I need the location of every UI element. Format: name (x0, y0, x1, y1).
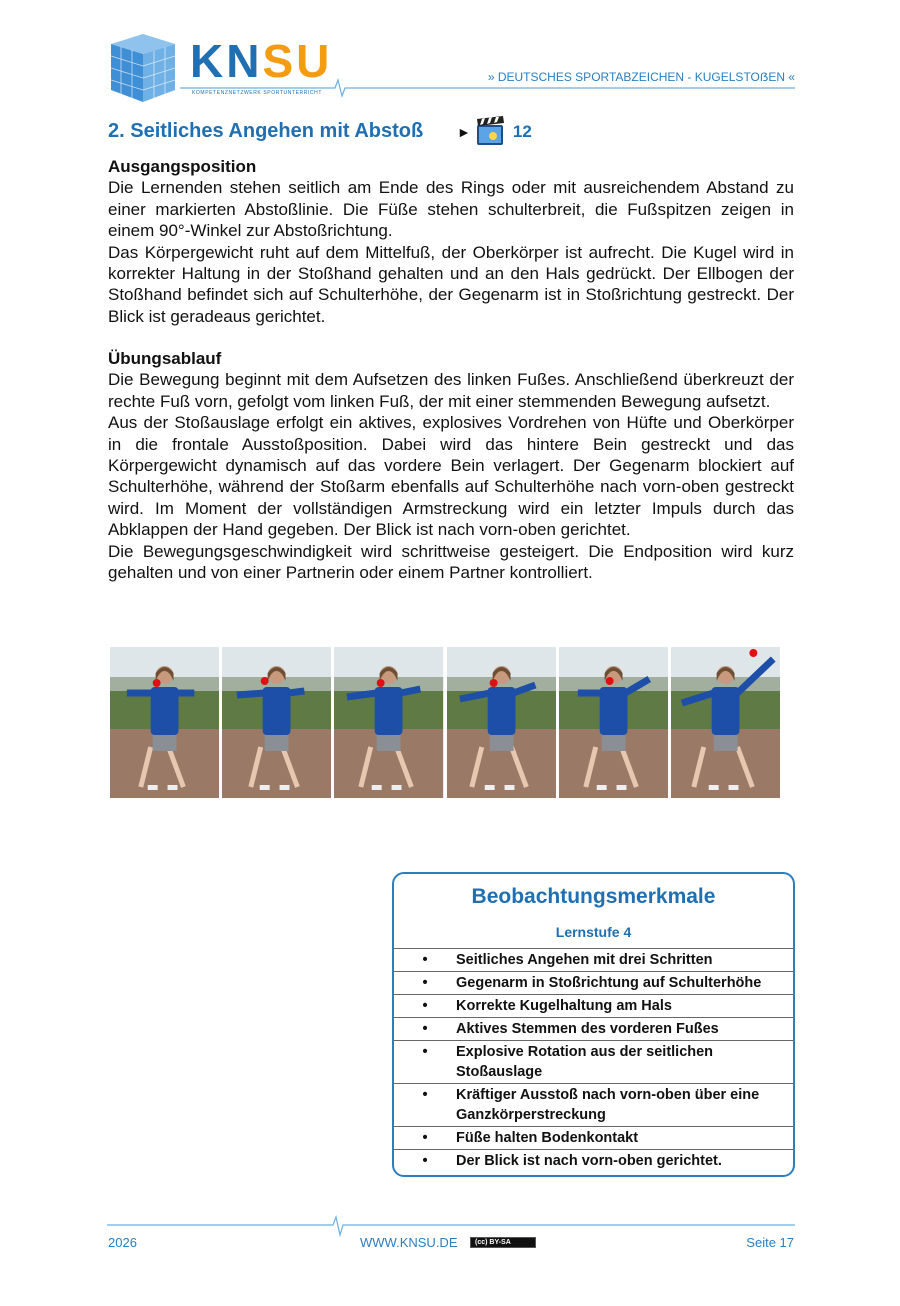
observation-item-text: Aktives Stemmen des vorderen Fußes (456, 1021, 719, 1037)
observation-item (394, 971, 793, 994)
ausgangsposition-section (108, 156, 794, 327)
video-number: 12 (512, 122, 532, 141)
photo-frame (447, 647, 556, 798)
observation-item (394, 1149, 793, 1172)
uebungsablauf-title: Übungsablauf (108, 349, 222, 368)
observation-item (394, 994, 793, 1017)
logo-subtitle: KOMPETENZNETZWERK SPORTUNTERRICHT (192, 90, 322, 96)
document-title: » DEUTSCHES SPORTABZEICHEN - KUGELSTOẞEN « (487, 70, 795, 84)
photo-frame (559, 647, 668, 798)
section-heading: 2. Seitliches Angehen mit Abstoß (108, 120, 424, 142)
observation-item-text: Seitliches Angehen mit drei Schritten (456, 952, 713, 968)
footer-website-link[interactable]: WWW.KNSU.DE (360, 1235, 458, 1250)
bullet-icon: • (422, 975, 428, 991)
ausgangsposition-title: Ausgangsposition (108, 157, 257, 176)
observation-item-text: Explosive Rotation aus der seitlichen Stoßauslage (456, 1044, 714, 1080)
knsu-logo: KNSU (190, 35, 333, 87)
footer-page-number: Seite 17 (746, 1235, 794, 1250)
observation-item (394, 1040, 793, 1083)
observation-item-text: Füße halten Bodenkontakt (456, 1130, 639, 1146)
photo-sequence (110, 647, 780, 798)
bullet-icon: • (422, 1021, 428, 1037)
ausgangsposition-paragraph: Das Körpergewicht ruht auf dem Mittelfuß, der Oberkörper ist aufrecht. Die Kugel wird in korrekter Haltung in der Stoßhand gehalten und an den Hals gedrückt. Der Ellbogen der Stoßhand befindet sich auf Schulterhöhe, der Gegenarm ist in Stoßrichtung gestreckt. Der Blick ist geradeaus gerichtet. (108, 242, 794, 326)
photo-frame (671, 647, 780, 798)
photo-frame (222, 647, 331, 798)
uebungsablauf-section (108, 348, 794, 583)
photo-frame (334, 647, 443, 798)
video-link[interactable] (457, 115, 532, 149)
observation-title: Beobachtungsmerkmale (471, 885, 716, 908)
observation-item-text: Der Blick ist nach vorn-oben gerichtet. (456, 1153, 722, 1169)
observation-item (394, 1126, 793, 1149)
bullet-icon: • (422, 952, 428, 968)
observation-item-text: Gegenarm in Stoßrichtung auf Schulterhöhe (456, 975, 762, 991)
bullet-icon: • (422, 1044, 428, 1060)
observation-item-text: Kräftiger Ausstoß nach vorn-oben über eine Ganzkörperstreckung (456, 1087, 760, 1123)
video-clapper-icon (473, 115, 507, 149)
bullet-icon: • (422, 998, 428, 1014)
ausgangsposition-paragraph: Die Lernenden stehen seitlich am Ende des Rings oder mit ausreichendem Abstand zu einer markierten Abstoßlinie. Die Füße stehen schulterbreit, die Fußspitzen zeigen in einem 90°-Winkel zur Abstoßrichtung. (108, 178, 794, 241)
bullet-icon: • (422, 1153, 428, 1169)
bullet-icon: • (422, 1087, 428, 1103)
footer-year: 2026 (108, 1235, 137, 1250)
observation-item-text: Korrekte Kugelhaltung am Hals (456, 998, 672, 1014)
observation-item (394, 1017, 793, 1040)
observation-item (394, 1083, 793, 1126)
knsu-logo-cube-icon (107, 30, 179, 104)
observation-list (394, 948, 793, 1172)
uebungsablauf-paragraph: Die Bewegung beginnt mit dem Aufsetzen des linken Fußes. Anschließend überkreuzt der rechte Fuß vorn, gefolgt vom linken Fuß, der mit einer stemmenden Bewegung aufsetzt. (108, 370, 794, 411)
observation-item (394, 948, 793, 971)
observation-box (392, 872, 795, 1177)
uebungsablauf-paragraph: Die Bewegungsgeschwindigkeit wird schrittweise gesteigert. Die Endposition wird kurz gehalten und von einer Partnerin oder einem Partner kontrolliert. (108, 541, 794, 583)
cc-license-badge: (cc) BY-SA (470, 1237, 536, 1248)
photo-frame (110, 647, 219, 798)
play-arrow-icon: ► (457, 124, 471, 140)
uebungsablauf-paragraph: Aus der Stoßauslage erfolgt ein aktives, explosives Vordrehen von Hüfte und Oberkörper in die frontale Ausstoßposition. Dabei wird das hintere Bein gestreckt und das Körpergewicht dynamisch auf das vordere Bein verlagert. Der Gegenarm blockiert auf Schulterhöhe, während der Stoßarm ebenfalls auf Schulterhöhe nach vorn-oben gestreckt wird. Im Moment der vollständigen Armstreckung wird ein letzter Impuls durch das Abklappen der Hand gegeben. Der Blick ist nach vorn-oben gerichtet. (108, 413, 794, 540)
observation-subtitle: Lernstufe 4 (555, 924, 632, 940)
bullet-icon: • (422, 1130, 428, 1146)
